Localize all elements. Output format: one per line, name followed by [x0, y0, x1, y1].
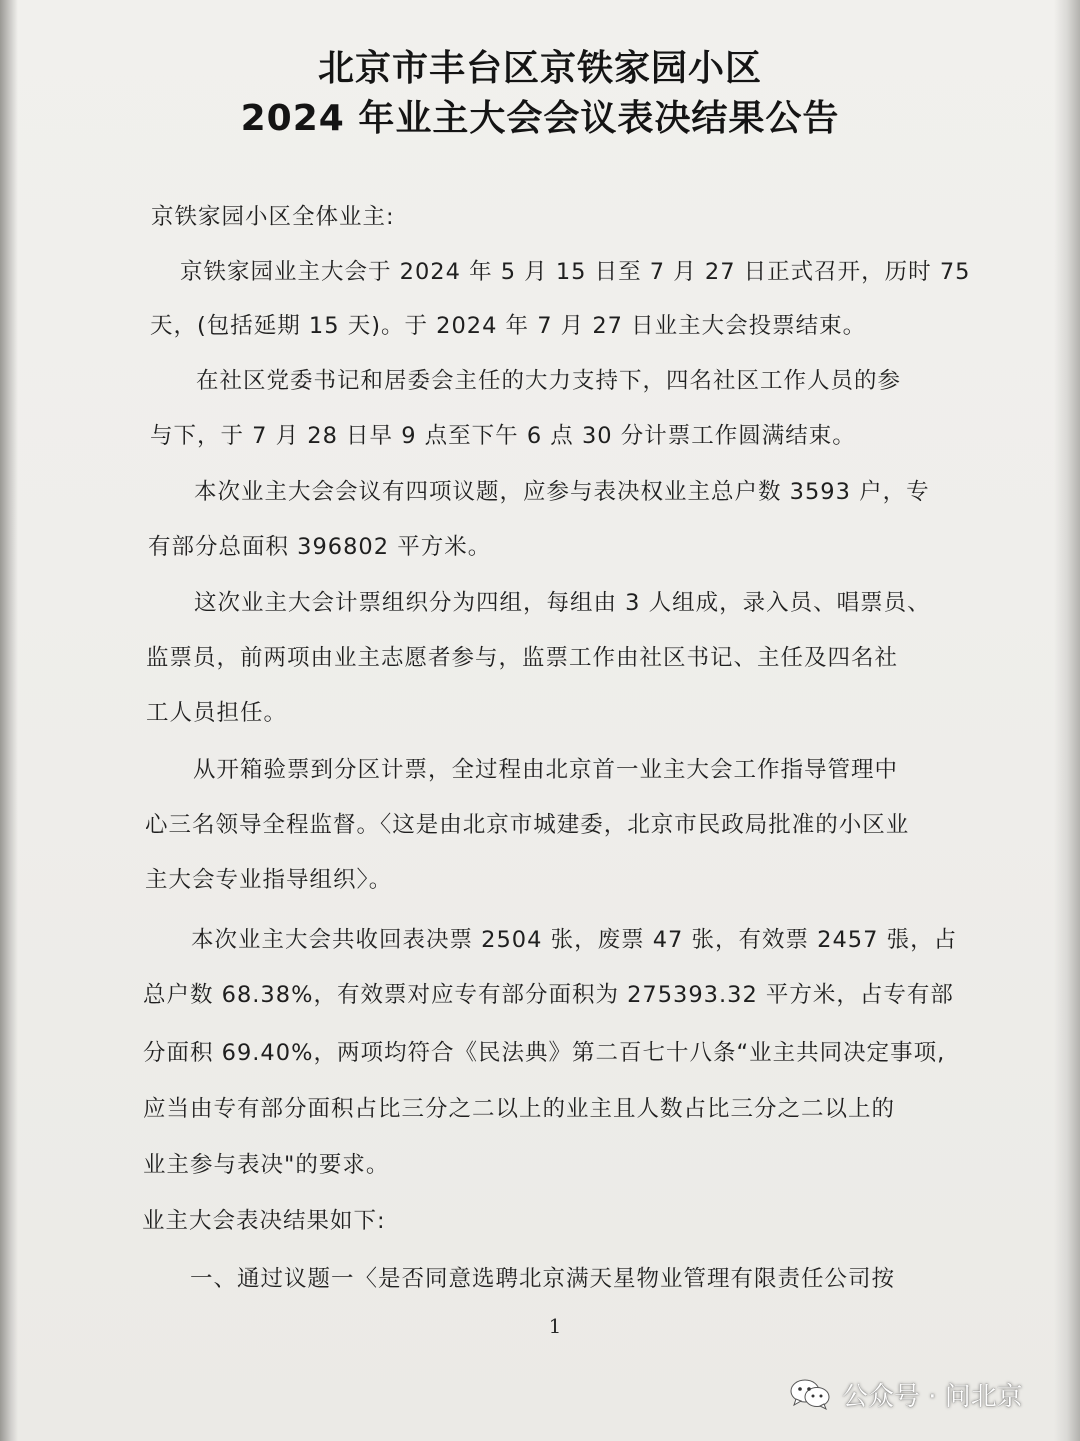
watermark-text: 公众号 · 问北京 [842, 1381, 1023, 1412]
salutation: 京铁家园小区全体业主: [151, 204, 395, 230]
body-line: 监票员，前两项由业主志愿者参与，监票工作由社区书记、主任及四名社 [146, 645, 899, 671]
body-line: 天，(包括延期 15 天)。于 2024 年 7 月 27 日业主大会投票结束。 [150, 313, 867, 339]
body-line: 有部分总面积 396802 平方米。 [148, 534, 492, 560]
document-title-line-1: 北京市丰台区京铁家园小区 [317, 48, 762, 89]
body-line: 与下，于 7 月 28 日早 9 点至下午 6 点 30 分计票工作圆满结束。 [150, 423, 856, 449]
body-line: 在社区党委书记和居委会主任的大力支持下，四名社区工作人员的参 [196, 368, 902, 394]
body-line: 主大会专业指导组织〉。 [145, 867, 393, 893]
watermark [788, 1372, 1023, 1416]
body-line: 工人员担任。 [146, 700, 288, 726]
body-line: 一、通过议题一〈是否同意选聘北京满天星物业管理有限责任公司按 [190, 1266, 896, 1292]
page-number: 1 [548, 1314, 562, 1338]
page-shadow-left [0, 0, 18, 1441]
document-title-line-2: 2024 年业主大会会议表决结果公告 [240, 98, 840, 139]
body-line: 业主参与表决"的要求。 [143, 1152, 390, 1178]
body-line: 分面积 69.40%，两项均符合《民法典》第二百七十八条“业主共同决定事项, [143, 1040, 946, 1066]
body-line: 心三名领导全程监督。〈这是由北京市城建委，北京市民政局批准的小区业 [145, 812, 910, 838]
body-line: 京铁家园业主大会于 2024 年 5 月 15 日至 7 月 27 日正式召开，历时 75 [180, 259, 971, 285]
results-heading: 业主大会表决结果如下: [142, 1208, 386, 1234]
page-shadow-right [1054, 0, 1080, 1441]
body-line: 这次业主大会计票组织分为四组，每组由 3 人组成，录入员、唱票员、 [194, 590, 931, 616]
body-line: 应当由专有部分面积占比三分之二以上的业主且人数占比三分之二以上的 [143, 1096, 896, 1122]
wechat-icon [788, 1376, 832, 1412]
body-line: 总户数 68.38%，有效票对应专有部分面积为 275393.32 平方米，占专有部 [143, 982, 954, 1008]
body-line: 本次业主大会共收回表决票 2504 张，废票 47 张，有效票 2457 張，占 [191, 927, 958, 953]
body-line: 从开箱验票到分区计票，全过程由北京首一业主大会工作指导管理中 [193, 757, 899, 783]
body-line: 本次业主大会会议有四项议题，应参与表决权业主总户数 3593 户，专 [194, 479, 930, 505]
